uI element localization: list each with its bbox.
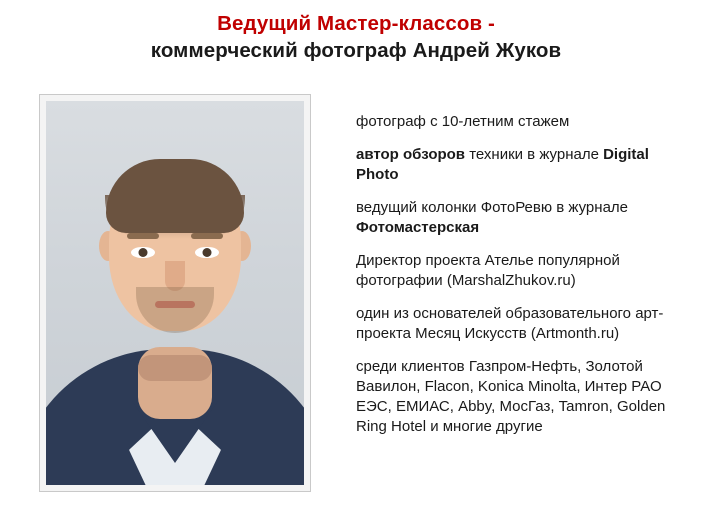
bullet-item-artmonth-founder: [356, 304, 686, 344]
bullet-text-fragment: ведущий колонки ФотоРевю в журнале: [356, 199, 628, 216]
page-title: [0, 10, 712, 64]
bullet-text-fragment: один из основателей образовательного арт-проекта Месяц Искусств (Artmonth.ru): [356, 305, 664, 342]
bullet-item-clients: [356, 357, 686, 437]
bullet-item-column-editor: [356, 198, 686, 238]
portrait-eye-left: [131, 247, 155, 258]
portrait-neck-shadow: [138, 355, 212, 381]
title-line-2: коммерческий фотограф Андрей Жуков: [150, 39, 562, 62]
title-line-1: Ведущий Мастер-классов -: [217, 12, 495, 35]
portrait-frame: [39, 94, 311, 492]
bullet-list: [356, 112, 686, 437]
bullet-item-reviews-author: [356, 145, 686, 185]
bullet-text-fragment: автор обзоров: [356, 146, 466, 163]
portrait-pupil-left: [139, 248, 148, 257]
bullet-text-fragment: среди клиентов Газпром-Нефть, Золотой Вавилон, Flacon, Konica Minolta, Интер РАО ЕЭС, ЕМИАС, Abby, МосГаз, Tamron, Golden Ring Hotel и многие другие: [356, 358, 666, 435]
bullet-text-fragment: Фотомастерская: [356, 219, 480, 236]
portrait-photo: [46, 101, 304, 485]
portrait-pupil-right: [203, 248, 212, 257]
portrait-eyebrow-right: [191, 233, 223, 239]
portrait-eye-right: [195, 247, 219, 258]
bullet-text-fragment: Директор проекта Ателье популярной фотографии (MarshalZhukov.ru): [356, 252, 620, 289]
portrait-hair-fade: [105, 195, 245, 239]
bullet-text-fragment: Digital Photo: [356, 146, 649, 183]
portrait-eyebrow-left: [127, 233, 159, 239]
bullet-item-atelier-director: [356, 251, 686, 291]
bullet-item-experience: [356, 112, 686, 132]
portrait-mouth: [155, 301, 195, 308]
bullet-text-fragment: фотограф с 10-летним стажем: [356, 113, 570, 130]
bullet-text-fragment: техники в журнале: [465, 146, 604, 163]
